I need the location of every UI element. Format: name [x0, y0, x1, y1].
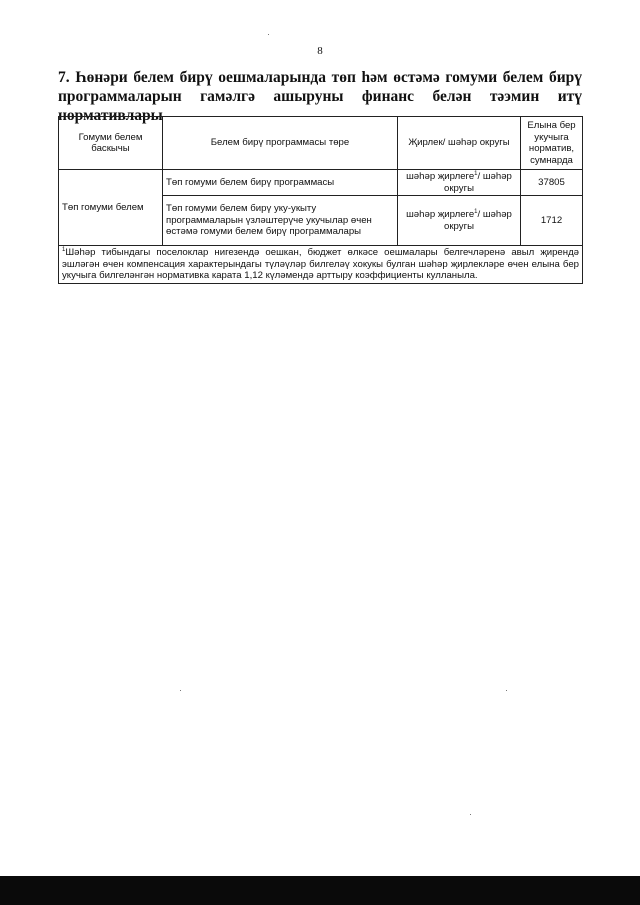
scan-speck [470, 814, 471, 815]
locality-cell [398, 170, 521, 196]
scan-bottom-bar [0, 876, 640, 905]
locality-part: / шәһәр округы [444, 209, 512, 232]
header-locality: Җирлек/ шәһәр округы [398, 117, 521, 170]
norm-value-cell: 1712 [521, 196, 583, 246]
locality-part: шәһәр җирлеге [406, 171, 475, 182]
program-cell: Төп гомуми белем бирү программасы [163, 170, 398, 196]
scan-speck [180, 690, 181, 691]
scan-speck [506, 690, 507, 691]
footnote-marker: 1 [474, 170, 478, 177]
level-cell: Төп гомуми белем [59, 170, 163, 246]
header-level: Гомуми белем баскычы [59, 117, 163, 170]
norm-value-cell: 37805 [521, 170, 583, 196]
footnote [59, 246, 583, 284]
locality-part: / шәһәр округы [444, 171, 512, 194]
financing-norms-table [58, 116, 583, 284]
section-heading: 7. Һөнәри белем бирү оешмаларында төп һәм өстәмә гомуми белем бирү программаларын гамәлгә ашыруны финанс белән тәэмин итү нормативлары [58, 69, 582, 124]
scan-speck [268, 34, 269, 35]
locality-cell [398, 196, 521, 246]
program-cell: Төп гомуми белем бирү уку-укыту программаларын үзләштерүче укучылар өчен өстәмә гомуми белем бирү программалары [163, 196, 398, 246]
footnote-text: Шәһәр тибындагы поселоклар нигезендә оешкан, бюджет өлкәсе оешмалары белгечләренә авыл җирендә эшләгән өчен компенсация характерындагы түләүләр билгеләү хокукы булган шәһәр җирлекләре өчен елына бер укучыга билгеләнгән нормативка карата 1,12 күләмендә арттыру коэффициенты кулланыла. [62, 247, 579, 281]
footnote-marker: 1 [474, 208, 478, 215]
footnote-marker: 1 [62, 246, 66, 253]
locality-part: шәһәр җирлеге [406, 209, 475, 220]
page-number: 8 [317, 45, 323, 57]
table-row [59, 170, 583, 196]
footnote-row [59, 246, 583, 284]
header-program: Белем бирү программасы төре [163, 117, 398, 170]
header-norm: Елына бер укучыга норматив, сумнарда [521, 117, 583, 170]
table-header-row [59, 117, 583, 170]
